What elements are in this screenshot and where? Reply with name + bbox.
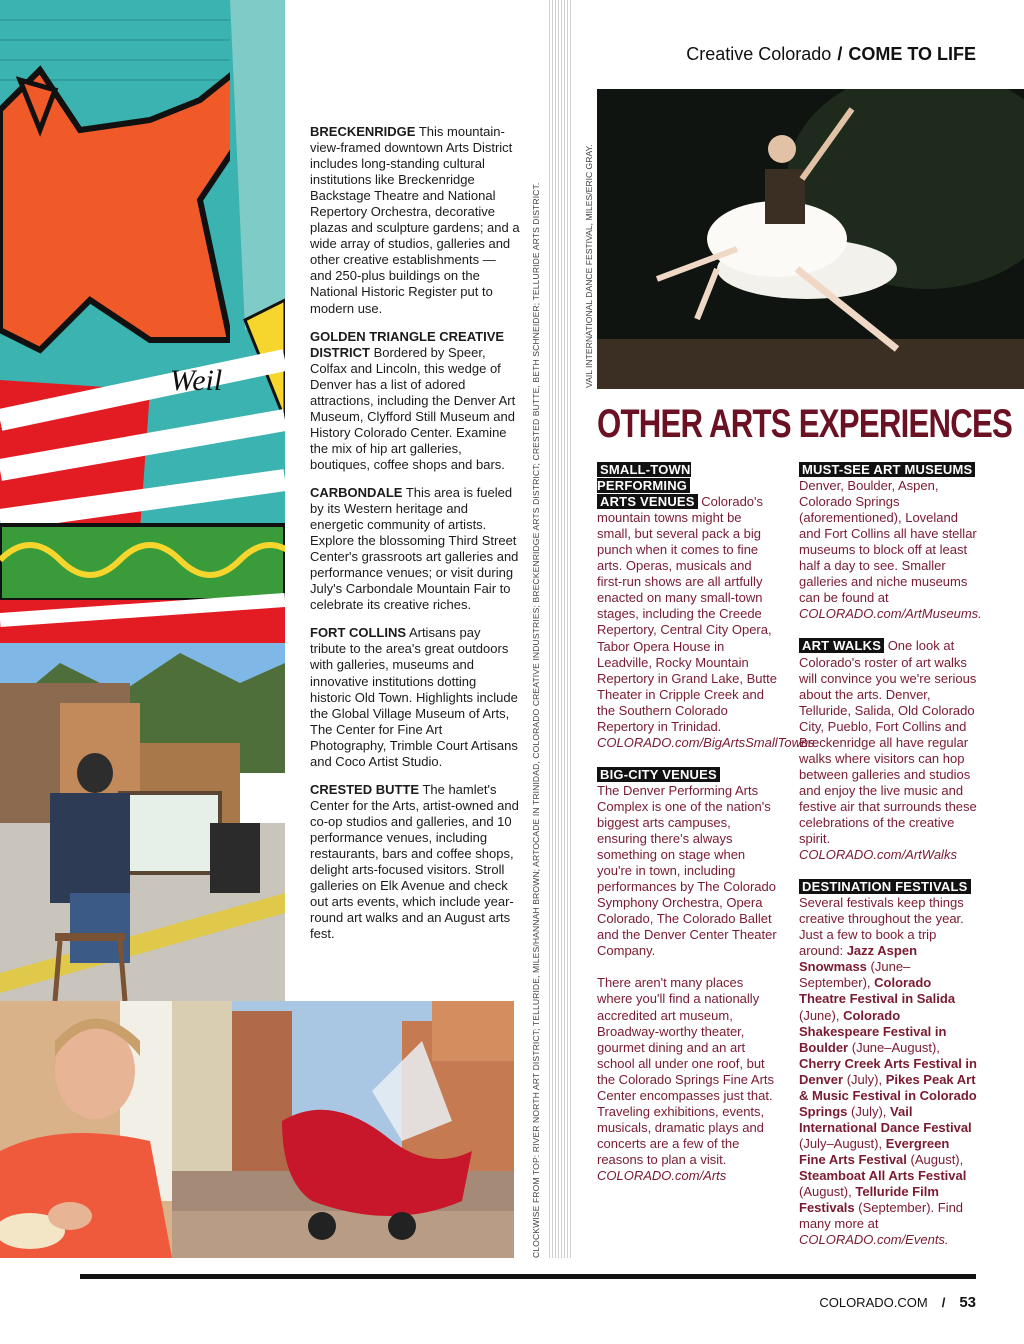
festival-dates: (August),	[906, 1151, 964, 1167]
header-separator: /	[837, 44, 843, 64]
festivals-link[interactable]: COLORADO.com/Events.	[799, 1232, 949, 1248]
small-town-body: Colorado's mountain towns might be small, but several pack a big punch when it comes to fine arts. Operas, musicals and first-run shows are all artfully enacted on many small-town stages, including the Creede Repertory, Central City Opera, Tabor Opera House in Leadville, Rocky Mountain Repertory in Grand Lake, Butte Theater in Cripple Creek and the Southern Colorado Repertory in Trinidad.	[597, 494, 777, 734]
page-number: 53	[959, 1294, 976, 1311]
festival-name: Steamboat All Arts Festival	[799, 1167, 967, 1183]
destination-festivals	[799, 879, 979, 1248]
footer-rule	[80, 1274, 976, 1279]
middle-column	[597, 462, 815, 1200]
entry-body: The hamlet's Center for the Arts, artist-owned and co-op studios and galleries, and 10 performance venues, including restaurants, bars and coffee shops, delight arts-focused visitors. Stroll galleries on Elk Avenue and check out arts events, which include year-round art walks and an August arts fest.	[310, 781, 519, 942]
festival-name: Telluride Film Festivals	[799, 1184, 939, 1216]
entry-fort-collins	[310, 625, 520, 769]
dragon-parade-photo	[172, 1001, 514, 1258]
festival-dates: (July–August),	[799, 1135, 886, 1151]
right-column	[799, 462, 982, 1264]
footer-slash: /	[941, 1295, 946, 1310]
entry-breckenridge	[310, 124, 520, 317]
woman-artist-photo	[0, 1001, 172, 1258]
footer-site[interactable]: COLORADO.COM	[819, 1295, 928, 1310]
photo-credit-left: CLOCKWISE FROM TOP: RIVER NORTH ART DISTRICT; TELLURIDE, MILES/HANNAH BROWN; ARTOCADE IN TRINIDAD, COLORADO CREATIVE INDUSTRIES; BRECKENRIDGE ARTS DISTRICT; CRESTED BUTTE, BETH SCHNEIDER; TELLURIDE ARTS DISTRICT.	[531, 182, 541, 1258]
entry-crested-butte	[310, 782, 520, 942]
mural-photo	[0, 0, 285, 643]
entry-body: Bordered by Speer, Colfax and Lincoln, this wedge of Denver has a list of adored attractions, including the Denver Art Museum, Clyfford Still Museum and History Colorado Center. Examine the mix of hip art galleries, boutiques, coffee shops and bars.	[310, 344, 516, 472]
entry-body: Artisans pay tribute to the area's great outdoors with galleries, museums and innovative institutions dotting historic Old Town. Highlights include the Global Village Museum of Arts, The Center for Fine Art Photography, Trimble Court Artisans and Coco Artist Studio.	[310, 625, 518, 769]
festival-dates: (June–September),	[799, 959, 911, 991]
walks-label: ART WALKS	[799, 638, 884, 653]
ballet-photo	[597, 89, 1024, 389]
museums-label: MUST-SEE ART MUSEUMS	[799, 462, 975, 477]
entry-body: This mountain-view-framed downtown Arts District includes long-standing cultural institutions like Breckenridge Backstage Theatre and National Repertory Orchestra, decorative plazas and sculpture gardens; and a wide array of studios, galleries and other creative establishments — and 250-plus buildings on the National Historic Register put to modern use.	[310, 124, 520, 316]
small-town-venues	[597, 462, 815, 751]
entry-heading: CARBONDALE	[310, 484, 403, 500]
festival-dates: (June),	[799, 1007, 844, 1023]
festival-name: Jazz Aspen Snowmass	[799, 943, 918, 975]
svg-text:Weil: Weil	[170, 364, 223, 397]
entry-golden-triangle	[310, 329, 520, 473]
header-section: Creative Colorado	[686, 44, 832, 64]
entry-heading: GOLDEN TRIANGLE CREATIVE DISTRICT	[310, 328, 505, 360]
big-city-venues	[597, 767, 778, 960]
walks-body: One look at Colorado's roster of art walks will convince you we're serious about the arts. Denver, Telluride, Salida, Old Colorado City, Pueblo, Fort Collins and Breckenridge all have regular walks where visitors can hop between galleries and studios and enjoy the live music and festive air that surrounds these celebrations of the creative spirit.	[799, 638, 977, 847]
section-title: OTHER ARTS EXPERIENCES	[597, 402, 1013, 446]
festival-dates: (September).	[854, 1200, 938, 1216]
festival-name: Colorado Shakespeare Festival in Boulder	[799, 1007, 947, 1055]
left-article-column	[310, 124, 520, 954]
festival-dates: (August),	[799, 1184, 856, 1200]
header-tagline: COME TO LIFE	[848, 44, 976, 64]
big-city-label: BIG-CITY VENUES	[597, 767, 720, 782]
art-museums	[799, 462, 982, 622]
festival-name: Evergreen Fine Arts Festival	[799, 1135, 950, 1167]
festival-list	[799, 943, 977, 1215]
photo-credit-right: VAIL INTERNATIONAL DANCE FESTIVAL, MILES/ERIC GRAY.	[584, 144, 594, 388]
page-header	[686, 44, 976, 65]
festivals-intro: Several festivals keep things creative throughout the year. Just a few to book a trip around:	[799, 895, 964, 959]
entry-heading: CRESTED BUTTE	[310, 781, 420, 797]
entry-heading: FORT COLLINS	[310, 625, 407, 641]
springs-arts-center	[597, 975, 778, 1184]
festival-name: Pikes Peak Art & Music Festival in Colorado Springs	[799, 1071, 977, 1119]
festival-dates: (July),	[847, 1103, 891, 1119]
springs-body: There aren't many places where you'll find a nationally accredited art museum, Broadway-worthy theater, gourmet dining and an art school all under one roof, but the Colorado Springs Fine Arts Center encompasses just that. Traveling exhibitions, events, musicals, dramatic plays and concerts are a few of the reasons to plan a visit.	[597, 975, 775, 1167]
entry-heading: BRECKENRIDGE	[310, 124, 416, 139]
walks-link[interactable]: COLORADO.com/ArtWalks	[799, 847, 957, 863]
festival-name: Colorado Theatre Festival in Salida	[799, 975, 956, 1007]
small-town-label-line1: SMALL-TOWN PERFORMING	[597, 462, 691, 494]
museums-body: Denver, Boulder, Aspen, Colorado Springs (aforementioned), Loveland and Fort Collins all have stellar museums to block off at least half a day to see. Smaller galleries and niche museums can be found at	[799, 478, 977, 606]
small-town-label-line2: ARTS VENUES	[597, 494, 698, 509]
art-walks	[799, 638, 979, 863]
springs-link[interactable]: COLORADO.com/Arts	[597, 1167, 727, 1183]
festivals-outro: Find many more at	[799, 1200, 964, 1232]
big-city-body: The Denver Performing Arts Complex is one of the nation's biggest arts campuses, ensuring there's always something on stage when you're in town, including performances by The Colorado Symphony Orchestra, Opera Colorado, The Colorado Ballet and the Denver Center Theater Company.	[597, 782, 777, 959]
festival-name: Cherry Creek Arts Festival in Denver	[799, 1055, 977, 1087]
festival-name: Vail International Dance Festival	[799, 1103, 972, 1135]
museums-link[interactable]: COLORADO.com/ArtMuseums.	[799, 606, 982, 622]
entry-body: This area is fueled by its Western heritage and energetic community of artists. Explore the blossoming Third Street Center's grassroots art galleries and performance venues; or visit during July's Carbondale Mountain Fair to celebrate its creative riches.	[310, 484, 519, 613]
painter-photo	[0, 643, 285, 1001]
entry-carbondale	[310, 485, 520, 613]
festivals-label: DESTINATION FESTIVALS	[799, 879, 971, 894]
column-divider	[549, 0, 573, 1258]
small-town-link[interactable]: COLORADO.com/BigArtsSmallTowns	[597, 734, 815, 750]
festival-dates: (July),	[843, 1071, 886, 1087]
page-footer	[819, 1294, 976, 1311]
festival-dates: (June–August),	[848, 1039, 940, 1055]
